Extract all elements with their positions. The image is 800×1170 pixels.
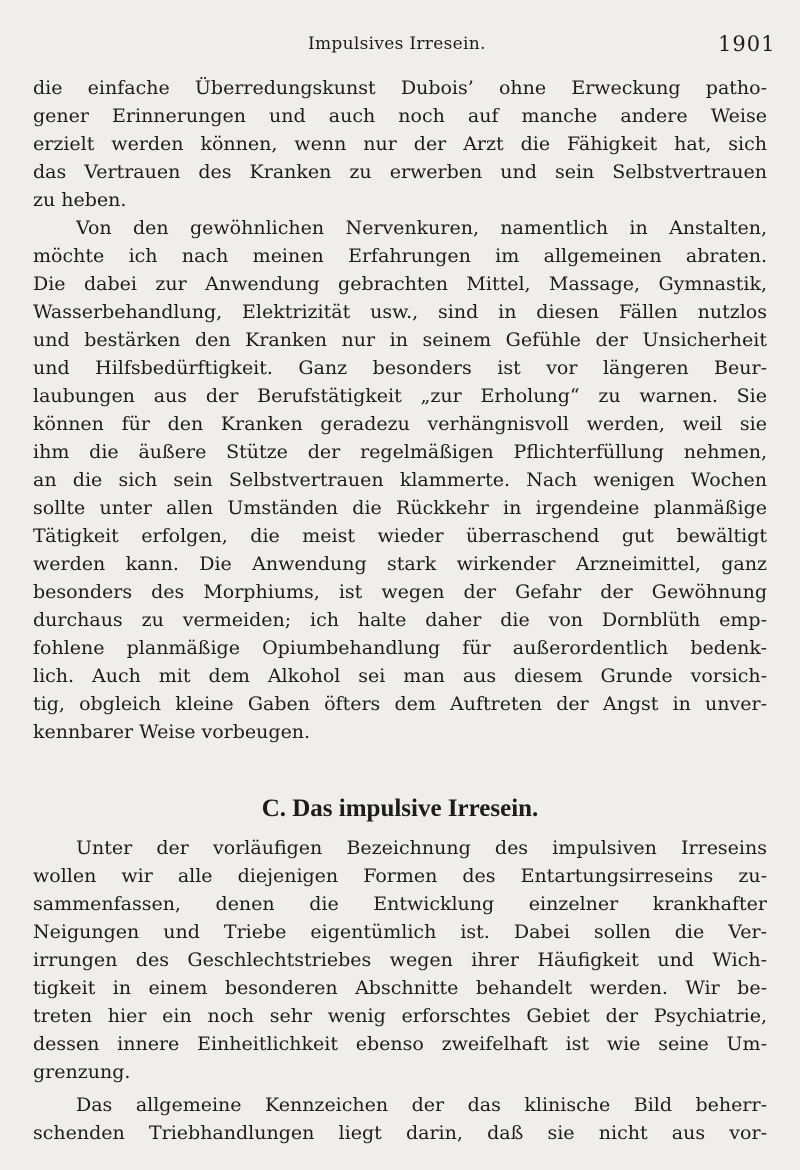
text-line: und bestärken den Kranken nur in seinem Gefühle der Unsicherheit [33,329,767,351]
text-line: sollte unter allen Umständen die Rückkehr in irgendeine planmäßige [33,497,767,519]
text-line: sammenfassen, denen die Entwicklung einzelner krankhafter [33,893,767,915]
text-line: gener Erinnerungen und auch noch auf manche andere Weise [33,105,767,127]
text-line: grenzung. [33,1061,131,1083]
text-line: Tätigkeit erfolgen, die meist wieder überraschend gut bewältigt [33,525,767,547]
text-line: das Vertrauen des Kranken zu erwerben und sein Selbstvertrauen [33,161,767,183]
text-line: Unter der vorläufigen Bezeichnung des impulsiven Irreseins [76,837,767,859]
text-line: erzielt werden können, wenn nur der Arzt die Fähigkeit hat, sich [33,133,767,155]
text-line: besonders des Morphiums, ist wegen der Gefahr der Gewöhnung [33,581,767,603]
text-line: irrungen des Geschlechtstriebes wegen ihrer Häufigkeit und Wich- [33,949,767,971]
text-line: Neigungen und Triebe eigentümlich ist. Dabei sollen die Ver- [33,921,767,943]
text-line: treten hier ein noch sehr wenig erforschtes Gebiet der Psychiatrie, [33,1005,767,1027]
text-line: fohlene planmäßige Opiumbehandlung für außerordentlich bedenk- [33,637,767,659]
text-line: die einfache Überredungskunst Dubois’ ohne Erweckung patho- [33,77,767,99]
text-line: Von den gewöhnlichen Nervenkuren, namentlich in Anstalten, [76,217,767,239]
text-line: laubungen aus der Berufstätigkeit „zur Erholung“ zu warnen. Sie [33,385,767,407]
text-line: und Hilfsbedürftigkeit. Ganz besonders ist vor längeren Beur- [33,357,767,379]
page-number: 1901 [718,32,776,56]
text-line: tig, obgleich kleine Gaben öfters dem Auftreten der Angst in unver- [33,693,767,715]
text-line: dessen innere Einheitlichkeit ebenso zweifelhaft ist wie seine Um- [33,1033,767,1055]
text-line: schenden Triebhandlungen liegt darin, daß sie nicht aus vor- [33,1122,767,1144]
section-heading: C. Das impulsive Irresein. [261,795,539,822]
text-line: werden kann. Die Anwendung stark wirkender Arzneimittel, ganz [33,553,767,575]
running-head [0,34,800,58]
text-line: zu heben. [33,189,127,211]
text-line: kennbarer Weise vorbeugen. [33,721,311,743]
text-line: möchte ich nach meinen Erfahrungen im allgemeinen abraten. [33,245,767,267]
text-line: Das allgemeine Kennzeichen der das klinische Bild beherr- [76,1094,767,1116]
text-line: lich. Auch mit dem Alkohol sei man aus diesem Grunde vorsich- [33,665,767,687]
text-line: tigkeit in einem besonderen Abschnitte behandelt werden. Wir be- [33,977,767,999]
text-line: an die sich sein Selbstvertrauen klammerte. Nach wenigen Wochen [33,469,767,491]
text-line: durchaus zu vermeiden; ich halte daher die von Dornblüth emp- [33,609,767,631]
running-head-title: Impulsives Irresein. [308,34,486,54]
text-line: wollen wir alle diejenigen Formen des Entartungsirreseins zu- [33,865,767,887]
text-line: Wasserbehandlung, Elektrizität usw., sind in diesen Fällen nutzlos [33,301,767,323]
text-line: ihm die äußere Stütze der regelmäßigen Pflichterfüllung nehmen, [33,441,767,463]
text-line: Die dabei zur Anwendung gebrachten Mittel, Massage, Gymnastik, [33,273,767,295]
text-line: können für den Kranken geradezu verhängnisvoll werden, weil sie [33,413,767,435]
